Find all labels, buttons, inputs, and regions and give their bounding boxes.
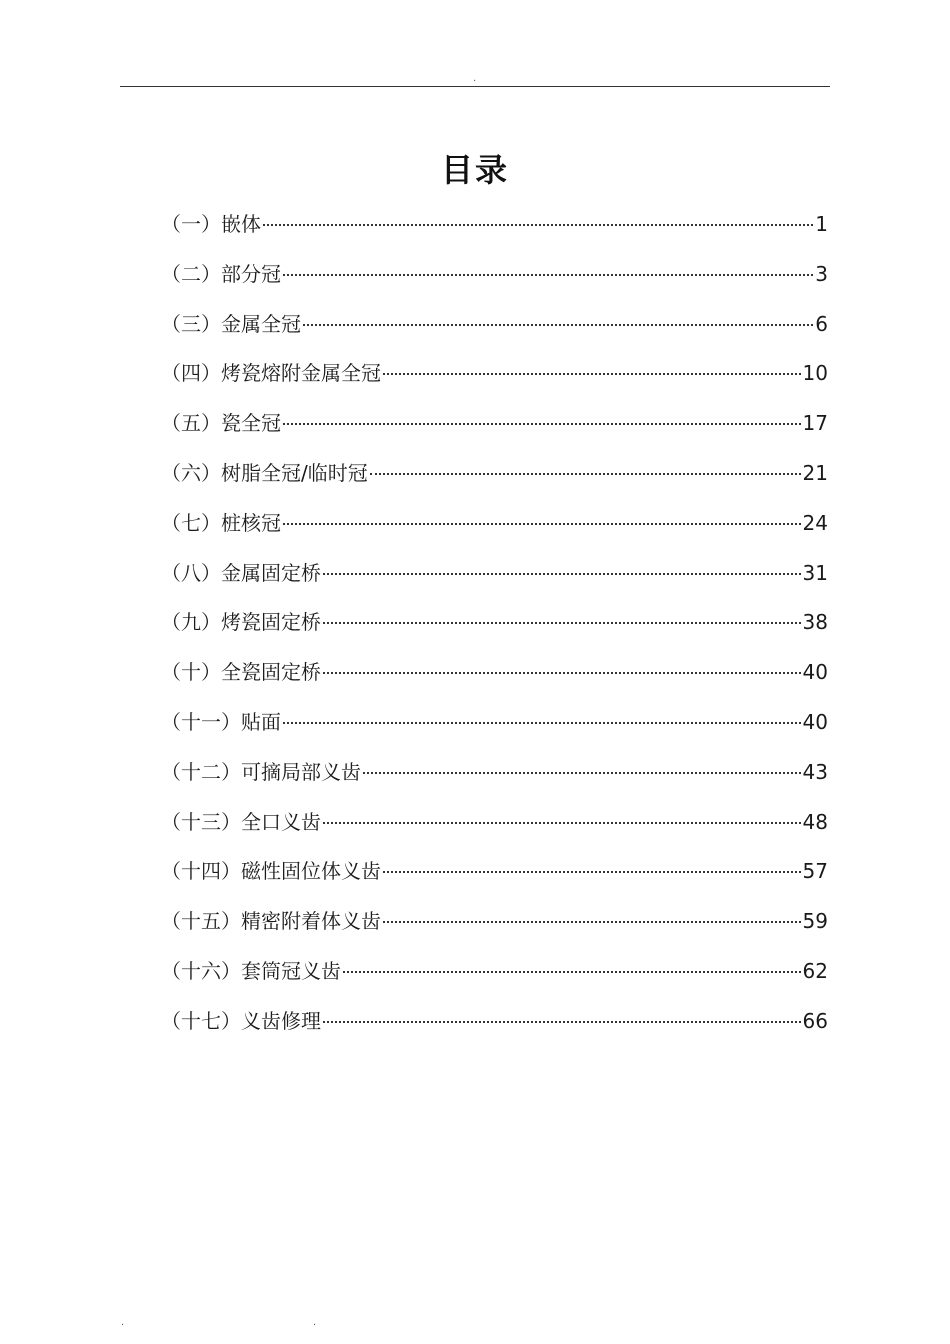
toc-entry-label: （十七）义齿修理 xyxy=(161,1008,321,1033)
toc-entry-page: 3 xyxy=(815,261,828,286)
toc-entry-label: （一）嵌体 xyxy=(161,212,261,236)
toc-entry-label: （九）烤瓷固定桥 xyxy=(161,610,321,635)
toc-entry[interactable] xyxy=(161,953,828,1003)
toc-entry-page: 59 xyxy=(802,909,828,934)
toc-dot-leader xyxy=(303,324,813,326)
toc-dot-leader xyxy=(283,523,801,525)
toc-entry-label: （十一）贴面 xyxy=(161,709,281,734)
toc-entry-label: （十）全瓷固定桥 xyxy=(161,660,321,685)
toc-entry[interactable] xyxy=(161,355,828,405)
toc-entry[interactable] xyxy=(161,853,828,903)
toc-entry[interactable] xyxy=(161,555,828,605)
page-title: 目录 xyxy=(440,151,509,190)
toc-entry-page: 48 xyxy=(802,809,828,834)
toc-dot-leader xyxy=(263,224,813,226)
toc-entry[interactable] xyxy=(161,1003,828,1053)
toc-entry[interactable] xyxy=(161,804,828,854)
toc-entry[interactable] xyxy=(161,405,828,455)
toc-entry-page: 40 xyxy=(802,660,828,685)
toc-entry-label: （八）金属固定桥 xyxy=(161,560,321,585)
toc-entry-page: 6 xyxy=(815,311,828,336)
toc-entry[interactable] xyxy=(161,704,828,754)
toc-entry-page: 24 xyxy=(802,510,828,535)
toc-entry[interactable] xyxy=(161,505,828,555)
toc-entry-label: （十三）全口义齿 xyxy=(161,809,321,834)
toc-entry-page: 43 xyxy=(802,759,828,784)
footer-mark-right: . xyxy=(313,1317,317,1328)
toc-entry-page: 1 xyxy=(815,212,828,236)
toc-entry[interactable] xyxy=(161,604,828,654)
toc-entry[interactable] xyxy=(161,256,828,306)
toc-entry-label: （四）烤瓷熔附金属全冠 xyxy=(161,361,381,386)
toc-entry[interactable] xyxy=(161,306,828,356)
toc-entry-page: 21 xyxy=(802,460,828,485)
toc-dot-leader xyxy=(383,871,801,873)
toc-entry-label: （六）树脂全冠/临时冠 xyxy=(161,460,368,485)
toc-entry-page: 17 xyxy=(802,411,828,436)
toc-entry[interactable] xyxy=(161,754,828,804)
footer-mark-left: . xyxy=(121,1317,125,1328)
toc-entry-label: （二）部分冠 xyxy=(161,261,281,286)
header-rule xyxy=(120,86,830,87)
toc-dot-leader xyxy=(383,373,801,375)
toc-dot-leader xyxy=(283,722,801,724)
toc-entry-page: 66 xyxy=(802,1008,828,1033)
toc-dot-leader xyxy=(323,573,801,575)
toc-entry-label: （十四）磁性固位体义齿 xyxy=(161,859,381,884)
toc-dot-leader xyxy=(383,921,801,923)
toc-dot-leader xyxy=(323,622,801,624)
toc-entry-label: （三）金属全冠 xyxy=(161,311,301,336)
toc-entry[interactable] xyxy=(161,206,828,256)
toc-entry-page: 38 xyxy=(802,610,828,635)
toc-entry-page: 31 xyxy=(802,560,828,585)
toc-dot-leader xyxy=(323,672,801,674)
toc-entry[interactable] xyxy=(161,903,828,953)
toc-dot-leader xyxy=(283,274,813,276)
toc-dot-leader xyxy=(363,772,801,774)
toc-entry-page: 40 xyxy=(802,709,828,734)
toc-dot-leader xyxy=(343,971,801,973)
table-of-contents xyxy=(161,206,828,1053)
toc-entry-label: （七）桩核冠 xyxy=(161,510,281,535)
toc-entry[interactable] xyxy=(161,455,828,505)
toc-entry-page: 10 xyxy=(802,361,828,386)
toc-entry-label: （十二）可摘局部义齿 xyxy=(161,759,361,784)
toc-entry-label: （十五）精密附着体义齿 xyxy=(161,909,381,934)
toc-entry-page: 57 xyxy=(802,859,828,884)
toc-entry-label: （十六）套筒冠义齿 xyxy=(161,958,341,983)
toc-dot-leader xyxy=(283,423,801,425)
header-mark: . xyxy=(473,73,477,84)
toc-dot-leader xyxy=(323,822,801,824)
toc-entry[interactable] xyxy=(161,654,828,704)
toc-entry-label: （五）瓷全冠 xyxy=(161,411,281,436)
toc-dot-leader xyxy=(323,1021,801,1023)
toc-dot-leader xyxy=(370,473,801,475)
toc-entry-page: 62 xyxy=(802,958,828,983)
